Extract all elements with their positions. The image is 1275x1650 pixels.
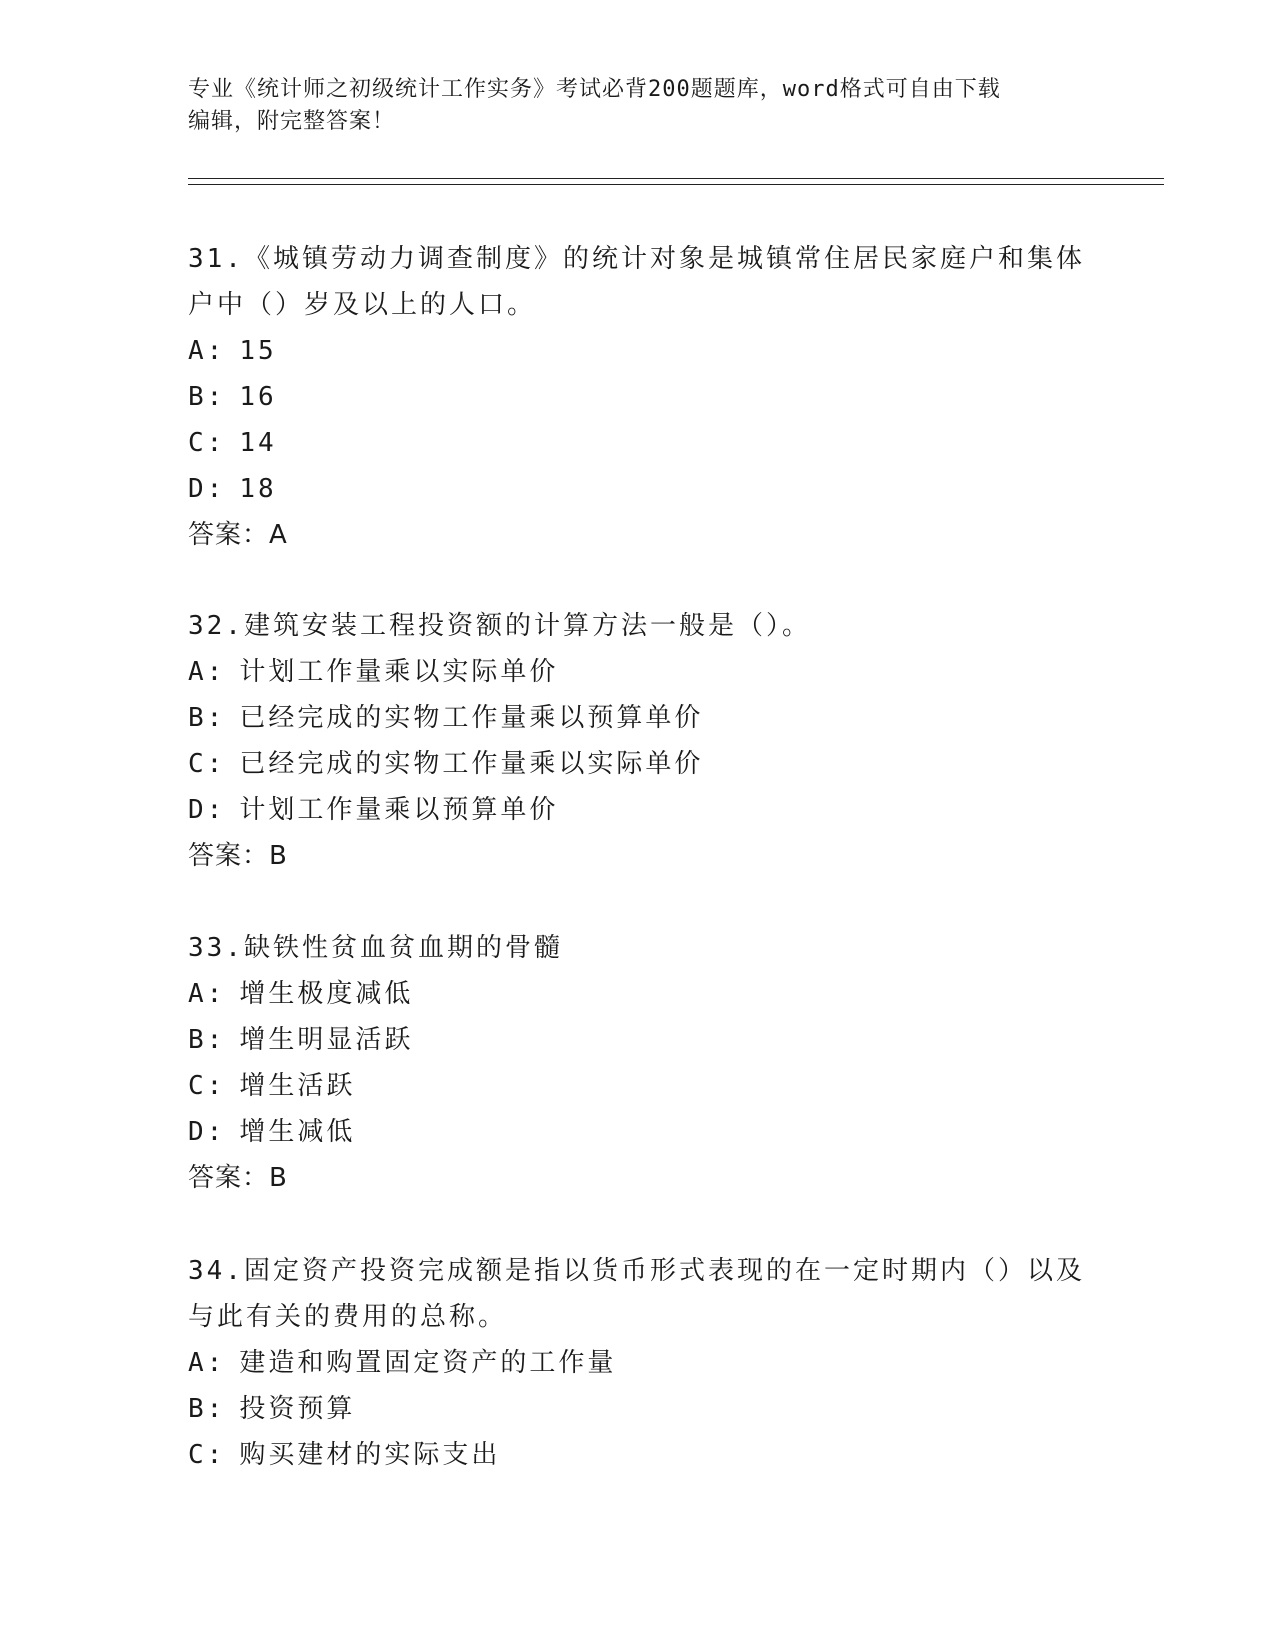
option-text: 增生极度减低 — [239, 979, 414, 1009]
option-c — [188, 741, 1088, 787]
option-text: 已经完成的实物工作量乘以实际单价 — [239, 749, 704, 779]
option-letter: C: — [188, 1071, 226, 1101]
option-letter: C: — [188, 1440, 226, 1470]
option-text: 16 — [239, 382, 277, 412]
option-letter: B: — [188, 382, 226, 412]
option-letter: A: — [188, 657, 226, 687]
option-text: 计划工作量乘以预算单价 — [239, 795, 559, 825]
question-34 — [188, 1248, 1088, 1478]
option-a — [188, 649, 1088, 695]
option-text: 增生活跃 — [239, 1071, 356, 1101]
question-31 — [188, 236, 1088, 558]
option-text: 增生明显活跃 — [239, 1025, 414, 1055]
option-letter: A: — [188, 336, 226, 366]
question-stem-line: 34.固定资产投资完成额是指以货币形式表现的在一定时期内（）以及 — [188, 1256, 1085, 1286]
header-divider-bottom — [188, 184, 1164, 185]
header-line-1: 专业《统计师之初级统计工作实务》考试必背200题题库，word格式可自由下载 — [188, 77, 1001, 102]
option-letter: C: — [188, 749, 226, 779]
option-a — [188, 971, 1088, 1017]
document-header — [188, 74, 1088, 138]
header-divider-top — [188, 178, 1164, 179]
option-d — [188, 466, 1088, 512]
option-letter: D: — [188, 474, 226, 504]
option-c — [188, 1432, 1088, 1478]
option-letter: C: — [188, 428, 226, 458]
question-stem-line: 与此有关的费用的总称。 — [188, 1302, 508, 1332]
option-d — [188, 787, 1088, 833]
option-letter: B: — [188, 1025, 226, 1055]
option-b — [188, 374, 1088, 420]
option-letter: B: — [188, 703, 226, 733]
option-text: 18 — [239, 474, 277, 504]
option-a — [188, 1340, 1088, 1386]
option-letter: D: — [188, 1117, 226, 1147]
question-stem-line: 户中（）岁及以上的人口。 — [188, 290, 537, 320]
option-b — [188, 695, 1088, 741]
question-stem-line: 32.建筑安装工程投资额的计算方法一般是（）。 — [188, 611, 811, 641]
option-text: 14 — [239, 428, 277, 458]
option-text: 建造和购置固定资产的工作量 — [239, 1348, 617, 1378]
header-line-2: 编辑，附完整答案！ — [188, 109, 396, 134]
option-c — [188, 420, 1088, 466]
option-a — [188, 328, 1088, 374]
option-letter: A: — [188, 979, 226, 1009]
option-text: 已经完成的实物工作量乘以预算单价 — [239, 703, 704, 733]
answer-line: 答案：B — [188, 1163, 288, 1193]
option-text: 增生减低 — [239, 1117, 356, 1147]
option-c — [188, 1063, 1088, 1109]
option-text: 购买建材的实际支出 — [239, 1440, 501, 1470]
question-stem-line: 33.缺铁性贫血贫血期的骨髓 — [188, 933, 563, 963]
option-letter: A: — [188, 1348, 226, 1378]
option-text: 15 — [239, 336, 277, 366]
option-letter: B: — [188, 1394, 226, 1424]
answer-line: 答案：B — [188, 841, 288, 871]
question-stem-line: 31.《城镇劳动力调查制度》的统计对象是城镇常住居民家庭户和集体 — [188, 244, 1085, 274]
question-33 — [188, 925, 1088, 1201]
question-32 — [188, 603, 1088, 879]
option-d — [188, 1109, 1088, 1155]
option-b — [188, 1017, 1088, 1063]
option-letter: D: — [188, 795, 226, 825]
option-text: 计划工作量乘以实际单价 — [239, 657, 559, 687]
answer-line: 答案：A — [188, 520, 288, 550]
option-text: 投资预算 — [239, 1394, 356, 1424]
option-b — [188, 1386, 1088, 1432]
